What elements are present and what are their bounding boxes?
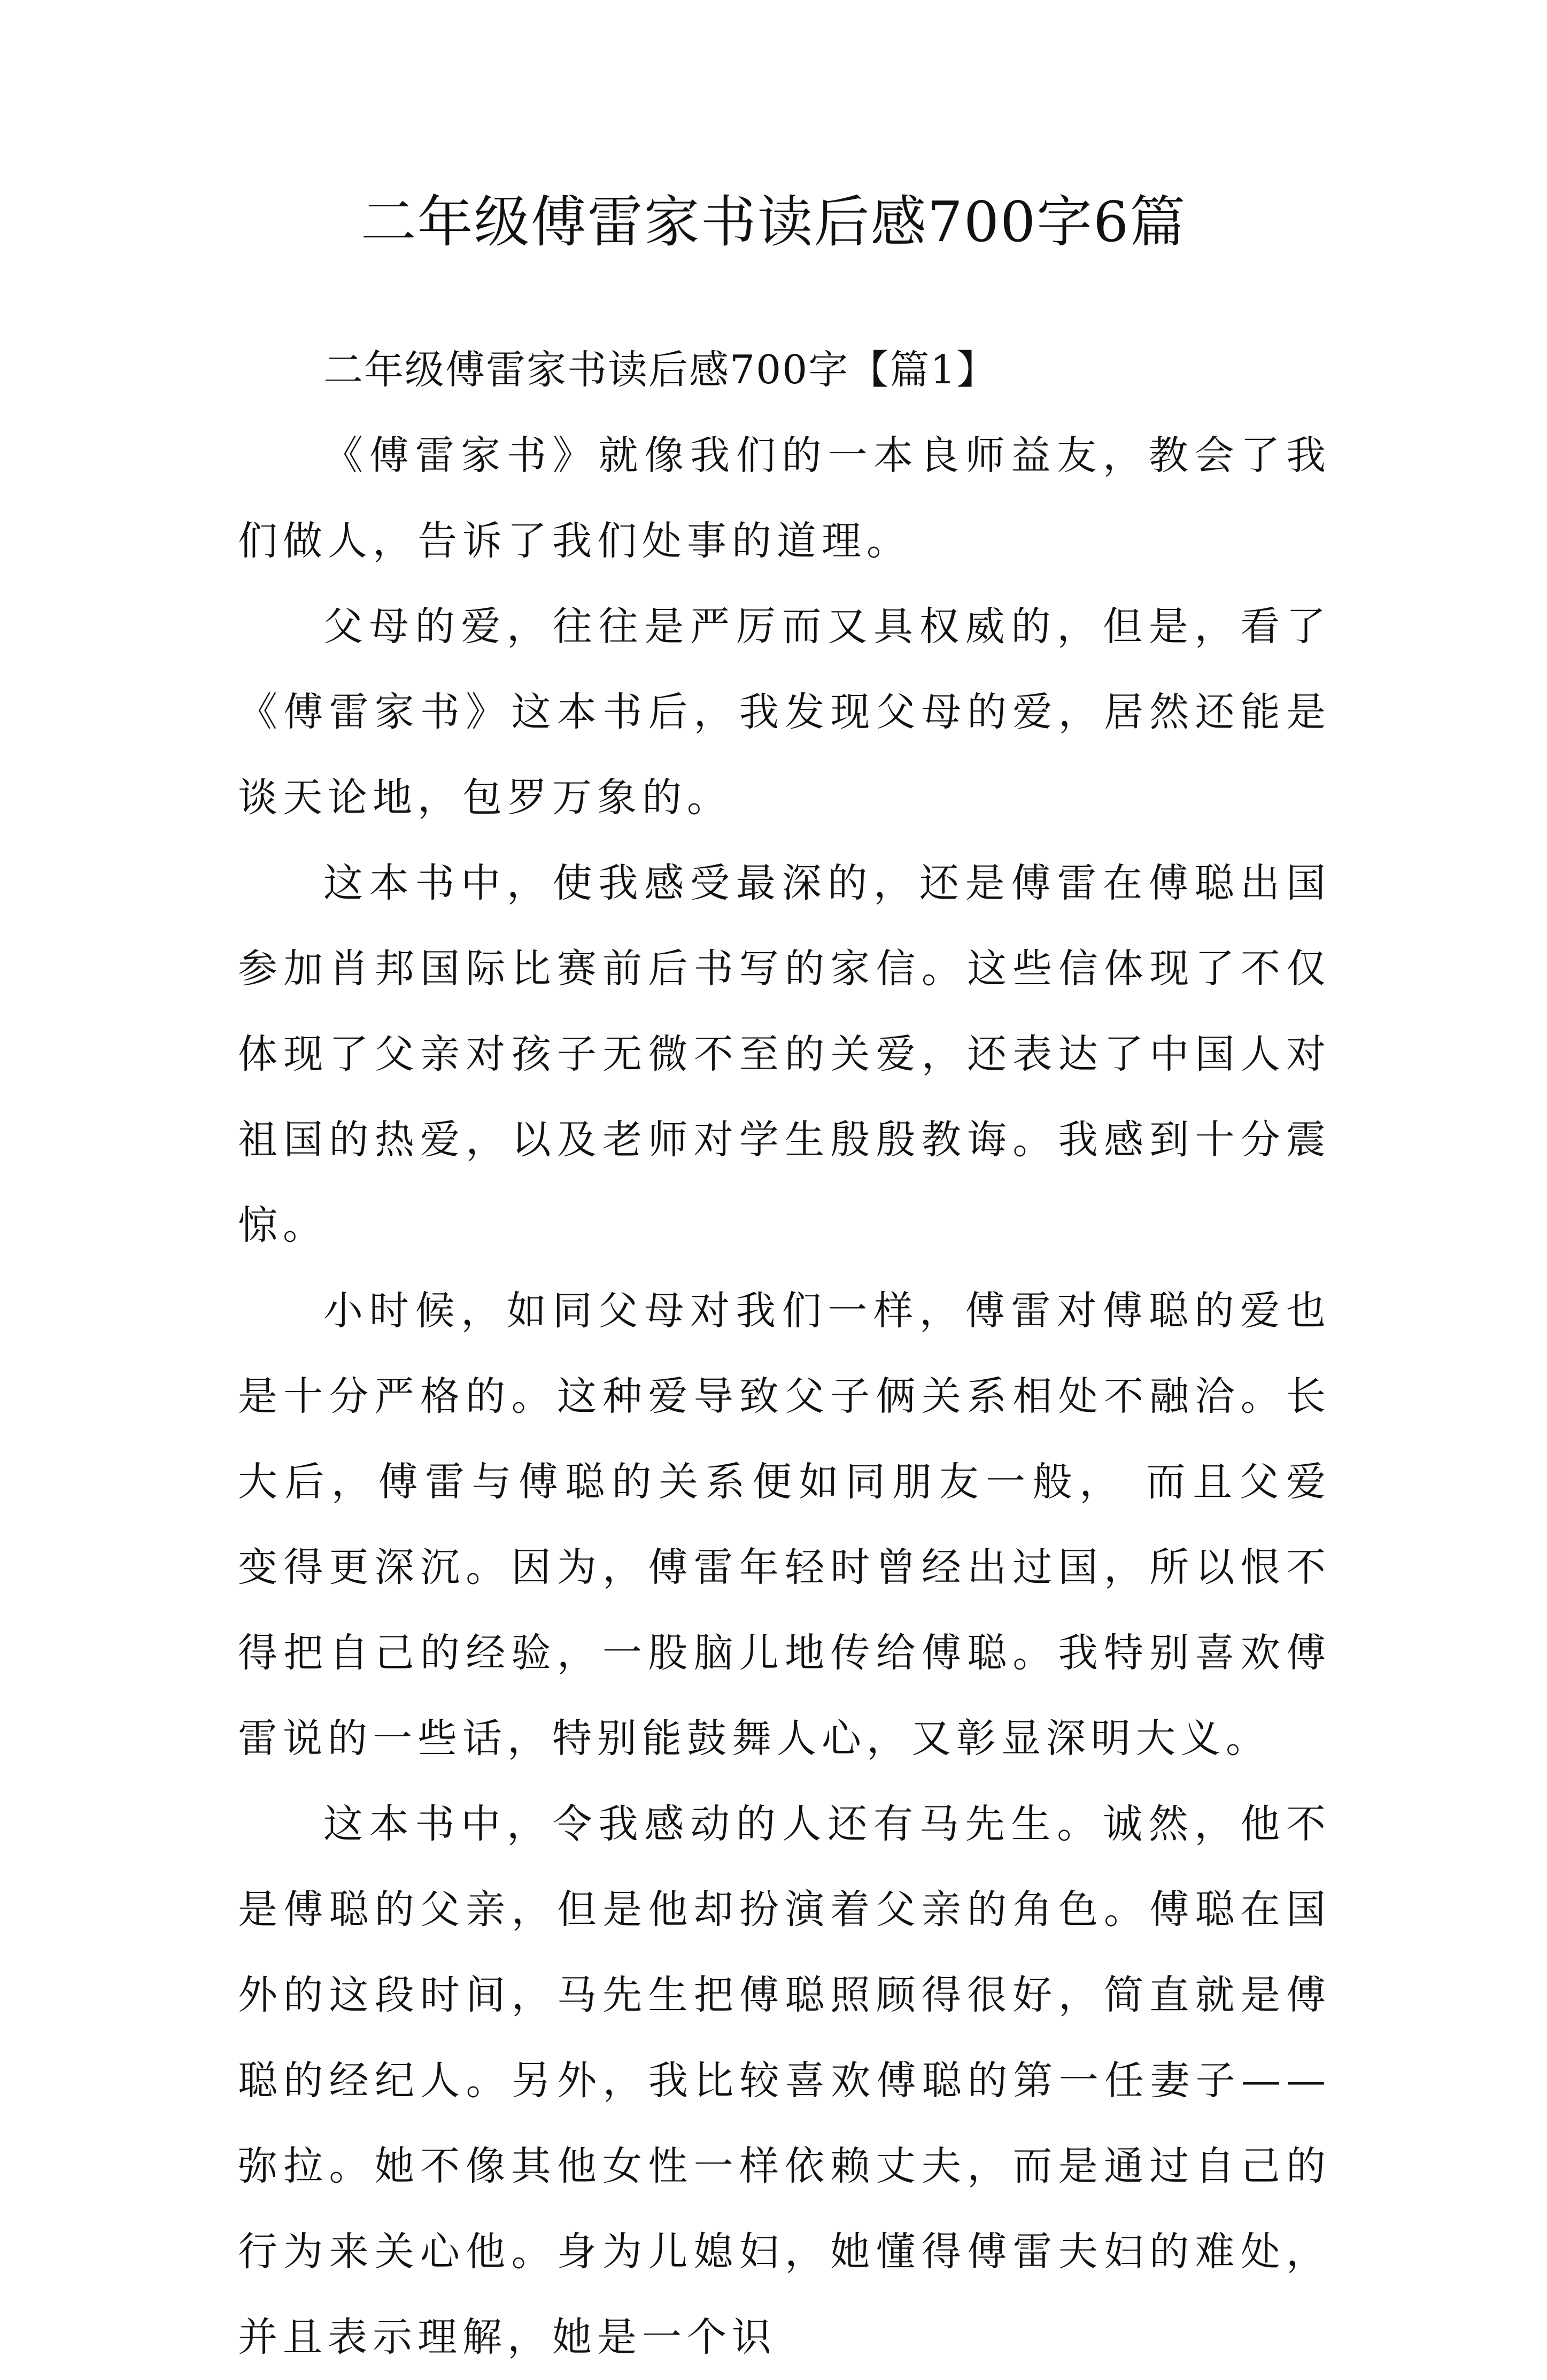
section-heading: 二年级傅雷家书读后感700字【篇1】 — [323, 347, 997, 393]
document-title: 二年级傅雷家书读后感700字6篇 — [360, 189, 1187, 254]
paragraph-5: 这本书中，令我感动的人还有马先生。诚然，他不是傅聪的父亲，但是他却扮演着父亲的角色。傅聪在国外的这段时间，马先生把傅聪照顾得很好，简直就是傅聪的经纪人。另外，我比较喜欢傅聪的第一任妻子——弥拉。她不像其他女性一样依赖丈夫，而是通过自己的行为来关心他。身为儿媳妇，她懂得傅雷夫妇的难处，并且表示理解，她是一个识 — [238, 1801, 1331, 2360]
paragraph-3: 这本书中，使我感受最深的，还是傅雷在傅聪出国参加肖邦国际比赛前后书写的家信。这些信体现了不仅体现了父亲对孩子无微不至的关爱，还表达了中国人对祖国的热爱，以及老师对学生殷殷教诲。我感到十分震惊。 — [238, 860, 1331, 1248]
paragraph-4: 小时候，如同父母对我们一样，傅雷对傅聪的爱也是十分严格的。这种爱导致父子俩关系相处不融洽。长大后，傅雷与傅聪的关系便如同朋友一般， 而且父爱变得更深沉。因为，傅雷年轻时曾经出过国，所以恨不得把自己的经验，一股脑儿地传给傅聪。我特别喜欢傅雷说的一些话，特别能鼓舞人心，又彰显深明大义。 — [238, 1288, 1331, 1761]
paragraph-1: 《傅雷家书》就像我们的一本良师益友，教会了我们做人，告诉了我们处事的道理。 — [238, 432, 1331, 564]
document-body — [238, 327, 1331, 2380]
paragraph-2: 父母的爱，往往是严厉而又具权威的，但是，看了《傅雷家书》这本书后，我发现父母的爱，居然还能是谈天论地，包罗万象的。 — [238, 604, 1331, 821]
